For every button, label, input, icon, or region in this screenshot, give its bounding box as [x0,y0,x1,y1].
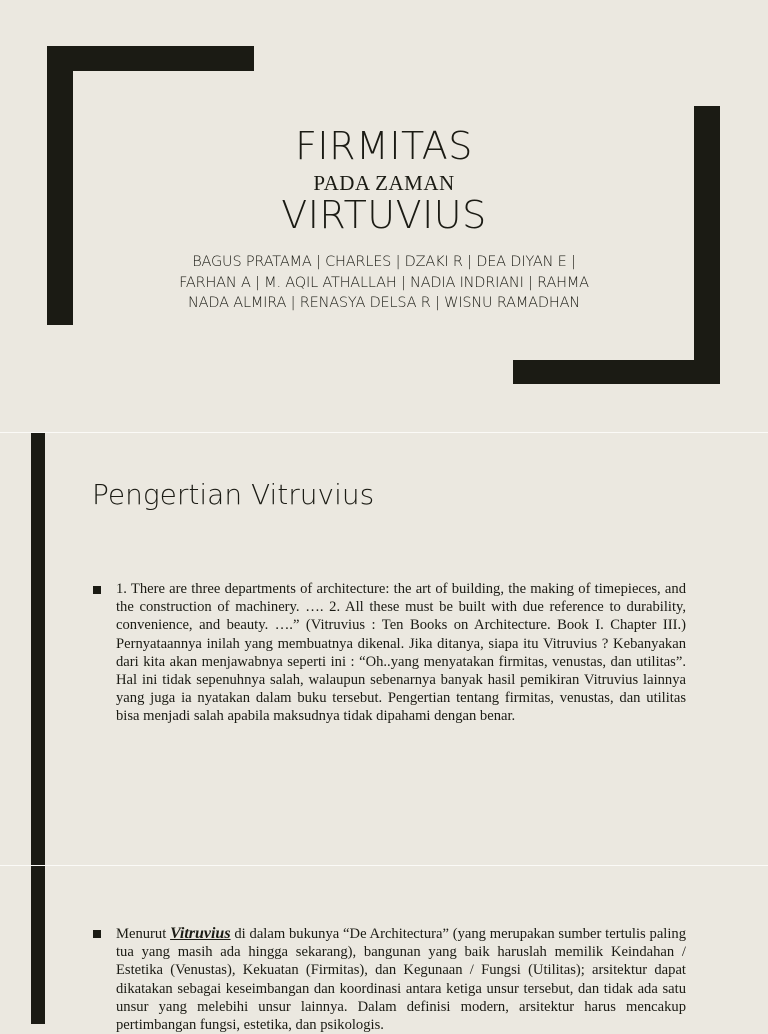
corner-bracket-top-left-horizontal [47,46,254,71]
author-line: NADA ALMIRA | RENASYA DELSA R | WISNU RAMADHAN [188,295,580,311]
bullet-marker [93,930,101,938]
left-accent-bar [31,433,45,865]
author-line: FARHAN A | M. AQIL ATHALLAH | NADIA INDRIANI | RAHMA [179,274,589,291]
left-accent-bar [31,866,45,1024]
vitruvius-paragraph [116,925,686,1034]
corner-bracket-bottom-right-horizontal [513,360,720,384]
slide-heading: Pengertian Vitruvius [92,478,375,511]
vitruvius-emphasis: Vitruvius [170,925,231,942]
paragraph-body: di dalam bukunya “De Architectura” (yang merupakan sumber tertulis paling tua yang masih ada hingga sekarang), bangunan yang baik haruslah memilik Keindahan / Estetika (Venustas), Kekuatan (Firmitas), dan Kegunaan / Fungsi (Utilitas); arsitektur dapat dikatakan sebagai keseimbangan dan koordinasi antara ketiga unsur tersebut, dan tidak ada satu unsur yang melebihi unsur lainnya. Dalam definisi modern, arsitektur harus mencakup pertimbangan fungsi, estetika, dan psikologis. [116,926,686,1034]
paragraph-prefix: Menurut [116,926,171,942]
title-firmitas: FIRMITAS [295,124,473,168]
definition-paragraph: 1. There are three departments of architecture: the art of building, the making of timepieces, and the construction of machinery. …. 2. All these must be built with due reference to durability, convenience, and beauty. ….” (Vitruvius : Ten Books on Architecture. Book I. Chapter III.) Pernyataannya inilah yang membuatnya dikenal. Jika ditanya, siapa itu Vitruvius ? Kebanyakan dari kita akan menjawabnya seperti ini : “Oh..yang menyatakan firmitas, venustas, dan utilitas”. Hal ini tidak sepenuhnya salah, walaupun sebenarnya banyak hasil pemikiran Vitruvius lainnya yang juga ia nyatakan dalam buku tersebut. Pengertian tentang firmitas, venustas, dan utilitas bisa menjadi salah apabila maksudnya tidak dipahami dengan benar. [116,581,686,725]
bullet-marker [93,586,101,594]
title-pada-zaman: PADA ZAMAN [313,171,455,195]
author-list [150,252,618,314]
author-line: BAGUS PRATAMA | CHARLES | DZAKI R | DEA DIYAN E | [192,254,576,270]
title-virtuvius: VIRTUVIUS [281,193,487,237]
title-slide [0,0,768,432]
